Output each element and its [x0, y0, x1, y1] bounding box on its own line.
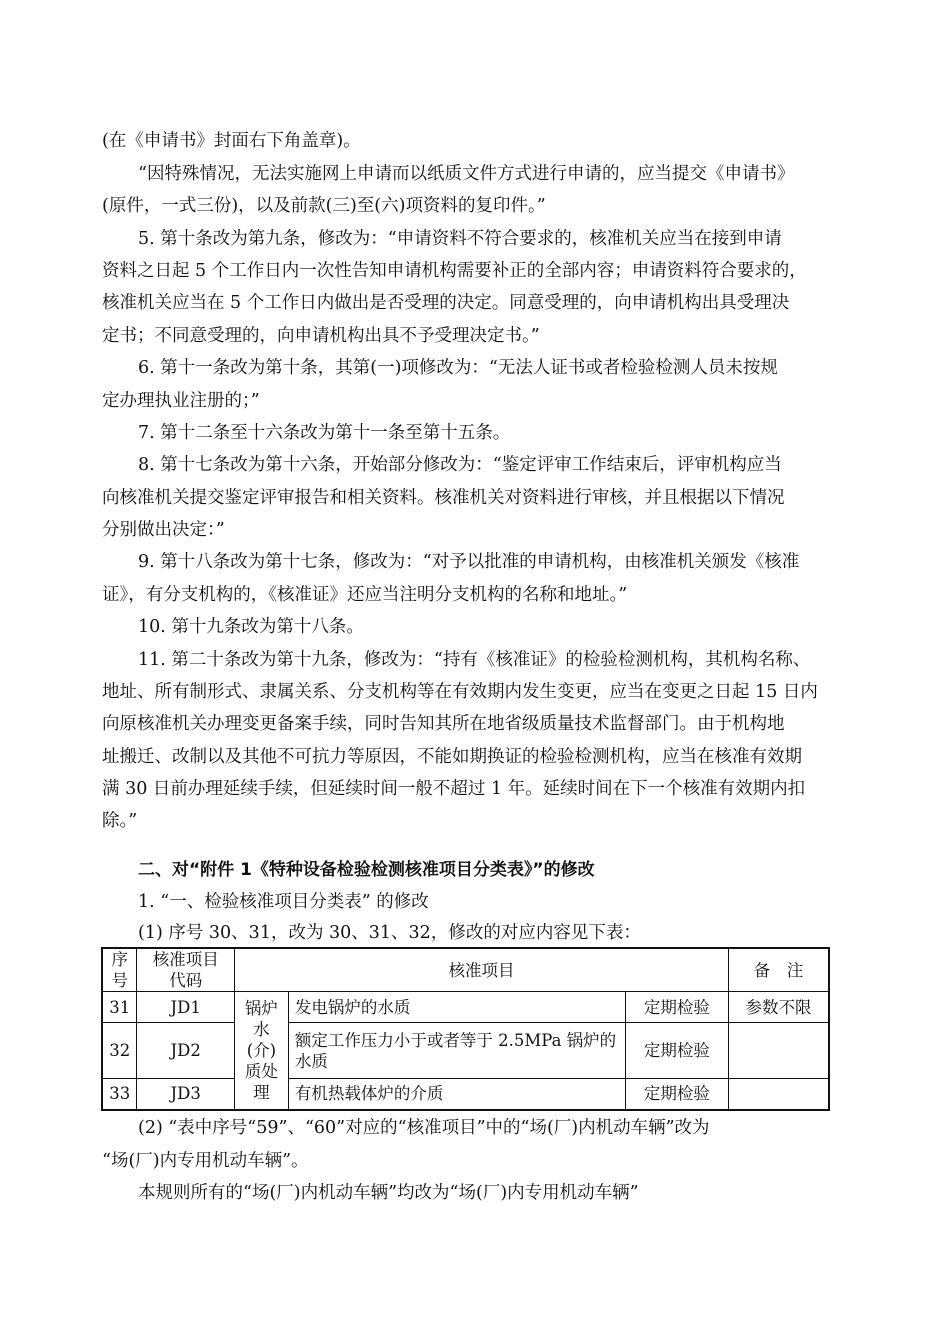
header-remark: 备 注	[729, 948, 829, 992]
cell-code: JD3	[137, 1079, 234, 1110]
cell-category	[234, 992, 288, 1110]
cell-item: 发电锅炉的水质	[288, 992, 625, 1023]
cell-remark	[729, 1023, 829, 1079]
header-seq-line: 号	[111, 971, 128, 990]
paragraph-line: 除。”	[102, 811, 138, 831]
table-row	[102, 1023, 829, 1079]
paragraph-line: 8. 第十七条改为第十六条，开始部分修改为：“鉴定评审工作结束后，评审机构应当	[138, 455, 782, 475]
cell-type: 定期检验	[625, 1023, 728, 1079]
paragraph-line: “场(厂)内专用机动车辆”。	[102, 1151, 309, 1171]
cell-item	[288, 1023, 625, 1079]
paragraph-line: 地址、所有制形式、隶属关系、分支机构等在有效期内发生变更，应当在变更之日起 15 日内	[102, 682, 818, 702]
paragraph-line: 满 30 日前办理延续手续，但延续时间一般不超过 1 年。延续时间在下一个核准有效期内扣	[102, 779, 806, 799]
paragraph-line: 向原核准机关办理变更备案手续，同时告知其所在地省级质量技术监督部门。由于机构地	[102, 714, 785, 734]
header-code-line: 代码	[169, 971, 203, 990]
paragraph-line: 资料之日起 5 个工作日内一次性告知申请机构需要补正的全部内容；申请资料符合要求的，	[102, 261, 807, 281]
paragraph-line: 7. 第十二条至十六条改为第十一条至第十五条。	[138, 423, 511, 443]
header-item: 核准项目	[234, 948, 728, 992]
cell-remark: 参数不限	[729, 992, 829, 1023]
cell-seq: 33	[102, 1079, 137, 1110]
paragraph-line: 5. 第十条改为第九条，修改为：“申请资料不符合要求的，核准机关应当在接到申请	[138, 229, 782, 249]
paragraph-line: 址搬迁、改制以及其他不可抗力等原因，不能如期换证的检验检测机构，应当在核准有效期	[102, 747, 802, 767]
header-code-line: 核准项目	[152, 950, 219, 969]
paragraph-line: 10. 第十九条改为第十八条。	[138, 617, 364, 637]
section-heading: 二、对“附件 1《特种设备检验检测核准项目分类表》”的修改	[138, 860, 595, 880]
cell-item-text: 额定工作压力小于或者等于 2.5MPa 锅炉的水质	[294, 1030, 617, 1071]
paragraph-line: 本规则所有的“场(厂)内机动车辆”均改为“场(厂)内专用机动车辆”	[138, 1183, 639, 1203]
paragraph-line: (1) 序号 30、31，改为 30、31、32，修改的对应内容见下表：	[138, 923, 641, 943]
cell-type: 定期检验	[625, 1079, 728, 1110]
table-header-row	[102, 948, 829, 992]
paragraph-line: 9. 第十八条改为第十七条，修改为：“对予以批准的申请机构，由核准机关颁发《核准	[138, 552, 800, 572]
table-row	[102, 1079, 829, 1110]
paragraph-line: 定办理执业注册的；”	[102, 391, 260, 411]
header-code	[137, 948, 234, 992]
paragraph-line: (原件，一式三份)，以及前款(三)至(六)项资料的复印件。”	[102, 196, 546, 216]
paragraph-line: 向核准机关提交鉴定评审报告和相关资料。核准机关对资料进行审核，并且根据以下情况	[102, 488, 785, 508]
paragraph-line: 11. 第二十条改为第十九条，修改为：“持有《核准证》的检验检测机构，其机构名称、	[138, 650, 811, 670]
table-row	[102, 992, 829, 1023]
cell-remark	[729, 1079, 829, 1110]
paragraph-line: (2) “表中序号“59”、“60”对应的“核准项目”中的“场(厂)内机动车辆”改为	[138, 1118, 710, 1138]
paragraph-line: 分别做出决定：”	[102, 520, 225, 540]
cell-seq: 31	[102, 992, 137, 1023]
paragraph-line: (在《申请书》封面右下角盖章)。	[102, 131, 361, 151]
header-seq-line: 序	[111, 950, 128, 969]
paragraph-line: 1. “一、检验核准项目分类表” 的修改	[138, 892, 429, 912]
paragraph-line: 定书；不同意受理的，向申请机构出具不予受理决定书。”	[102, 326, 540, 346]
header-seq	[102, 948, 137, 992]
amendment-table	[101, 947, 830, 1111]
paragraph-line: 核准机关应当在 5 个工作日内做出是否受理的决定。同意受理的，向申请机构出具受理决	[102, 293, 790, 313]
cell-type: 定期检验	[625, 992, 728, 1023]
cell-seq: 32	[102, 1023, 137, 1079]
cell-code: JD1	[137, 992, 234, 1023]
cell-item: 有机热载体炉的介质	[288, 1079, 625, 1110]
paragraph-line: 证》，有分支机构的，《核准证》还应当注明分支机构的名称和地址。”	[102, 585, 628, 605]
paragraph-line: 6. 第十一条改为第十条，其第(一)项修改为：“无法人证书或者检验检测人员未按规	[138, 358, 778, 378]
paragraph-line: “因特殊情况，无法实施网上申请而以纸质文件方式进行申请的，应当提交《申请书》	[138, 164, 795, 184]
category-text: 锅炉水(介)质处理	[244, 998, 278, 1102]
cell-code: JD2	[137, 1023, 234, 1079]
